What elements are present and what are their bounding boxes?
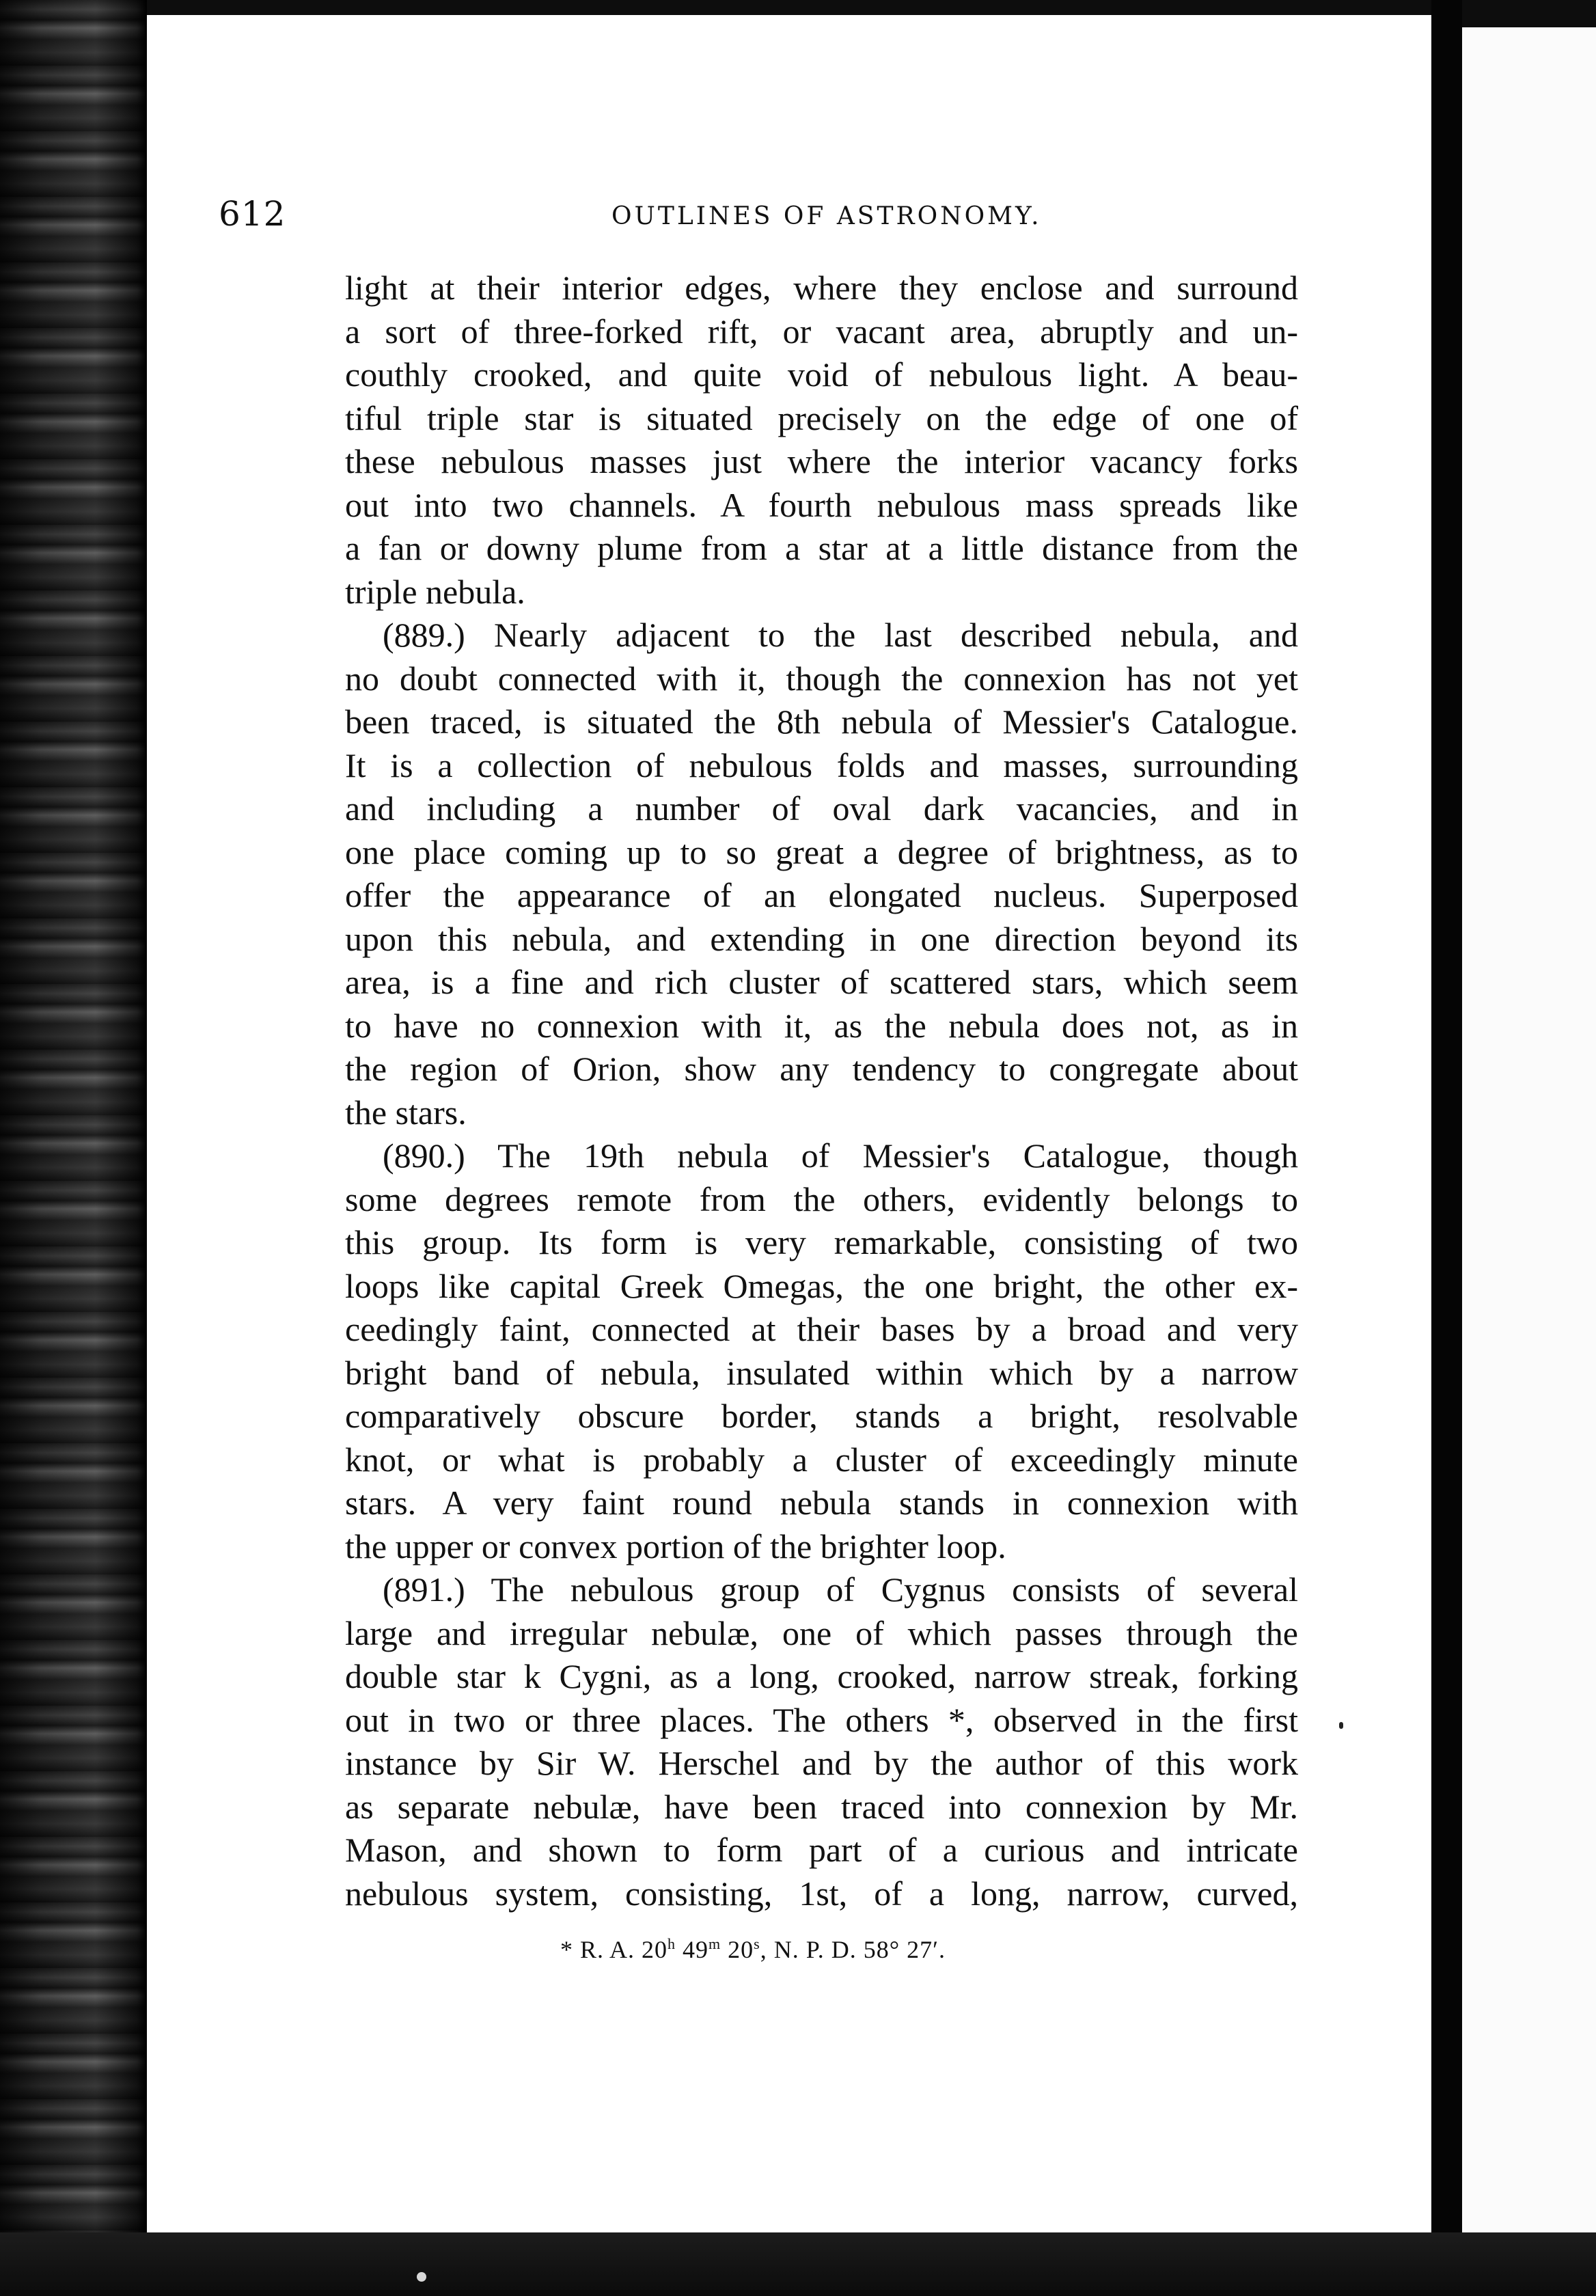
text-line: and including a number of oval dark vacancies, and in [345,789,1298,828]
footnote-minutes-unit: m [708,1935,721,1952]
text-line: no doubt connected with it, though the connexion has not yet [345,659,1298,698]
text-line: as separate nebulæ, have been traced into connexion by Mr. [345,1787,1298,1826]
text-line: one place coming up to so great a degree of brightness, as to [345,832,1298,871]
footnote-hours-unit: h [668,1935,676,1952]
ink-speck [1339,1722,1343,1729]
text-line: Mason, and shown to form part of a curious and intricate [345,1831,1298,1869]
footnote-suffix: , N. P. D. 58° 27′. [760,1936,946,1963]
paragraph-890-start: (890.) The 19th nebula of Messier's Catalogue, though [383,1136,1298,1175]
footnote-seconds: 20 [721,1936,754,1963]
text-line: a sort of three-forked rift, or vacant area, abruptly and un- [345,312,1298,351]
text-line: triple nebula. [345,572,525,611]
text-line: been traced, is situated the 8th nebula of Messier's Catalogue. [345,702,1298,741]
footnote-minutes: 49 [676,1936,709,1963]
text-line: bright band of nebula, insulated within which by a narrow [345,1353,1298,1392]
text-line: a fan or downy plume from a star at a little distance from the [345,529,1298,567]
text-line: these nebulous masses just where the interior vacancy forks [345,442,1298,480]
text-line: comparatively obscure border, stands a bright, resolvable [345,1397,1298,1435]
text-line: light at their interior edges, where they enclose and surround [345,269,1298,307]
text-line: out in two or three places. The others *, observed in the first [345,1700,1298,1739]
text-line: upon this nebula, and extending in one direction beyond its [345,919,1298,958]
text-line: double star k Cygni, as a long, crooked, narrow streak, forking [345,1657,1298,1695]
footnote-seconds-unit: s [754,1935,760,1952]
right-page-edge [1462,27,1596,2241]
text-line: nebulous system, consisting, 1st, of a long, narrow, curved, [345,1874,1298,1913]
text-line: stars. A very faint round nebula stands in connexion with [345,1484,1298,1522]
text-line: the upper or convex portion of the brighter loop. [345,1527,1006,1566]
text-line: ceedingly faint, connected at their bases by a broad and very [345,1310,1298,1348]
text-line: to have no connexion with it, as the nebula does not, as in [345,1006,1298,1045]
text-line: It is a collection of nebulous folds and masses, surrounding [345,746,1298,784]
text-line: loops like capital Greek Omegas, the one bright, the other ex- [345,1266,1298,1305]
text-line: knot, or what is probably a cluster of exceedingly minute [345,1440,1298,1479]
text-line: couthly crooked, and quite void of nebulous light. A beau- [345,355,1298,394]
bottom-speck [417,2272,426,2282]
text-line: the stars. [345,1093,467,1132]
page-number: 612 [219,194,286,234]
text-line: area, is a fine and rich cluster of scattered stars, which seem [345,963,1298,1001]
text-line: instance by Sir W. Herschel and by the author of this work [345,1744,1298,1782]
text-line: out into two channels. A fourth nebulous mass spreads like [345,485,1298,524]
text-line: some degrees remote from the others, evidently belongs to [345,1179,1298,1218]
paragraph-889-start: (889.) Nearly adjacent to the last described nebula, and [383,616,1298,654]
text-line: this group. Its form is very remarkable, consisting of two [345,1223,1298,1261]
bottom-edge [0,2232,1596,2296]
text-line: offer the appearance of an elongated nucleus. Superposed [345,876,1298,914]
paragraph-891-start: (891.) The nebulous group of Cygnus consists of several [383,1570,1298,1609]
footnote [560,1935,946,1964]
spine-shadow [0,0,147,2296]
page-header [219,194,1312,249]
running-title: OUTLINES OF ASTRONOMY. [611,202,1042,230]
text-line: large and irregular nebulæ, one of which passes through the [345,1613,1298,1652]
footnote-prefix: * R. A. 20 [560,1936,668,1963]
text-line: tiful triple star is situated precisely on the edge of one of [345,398,1298,437]
text-line: the region of Orion, show any tendency to congregate about [345,1050,1298,1088]
page-gutter [1431,0,1462,2296]
body-text [345,266,1298,1915]
